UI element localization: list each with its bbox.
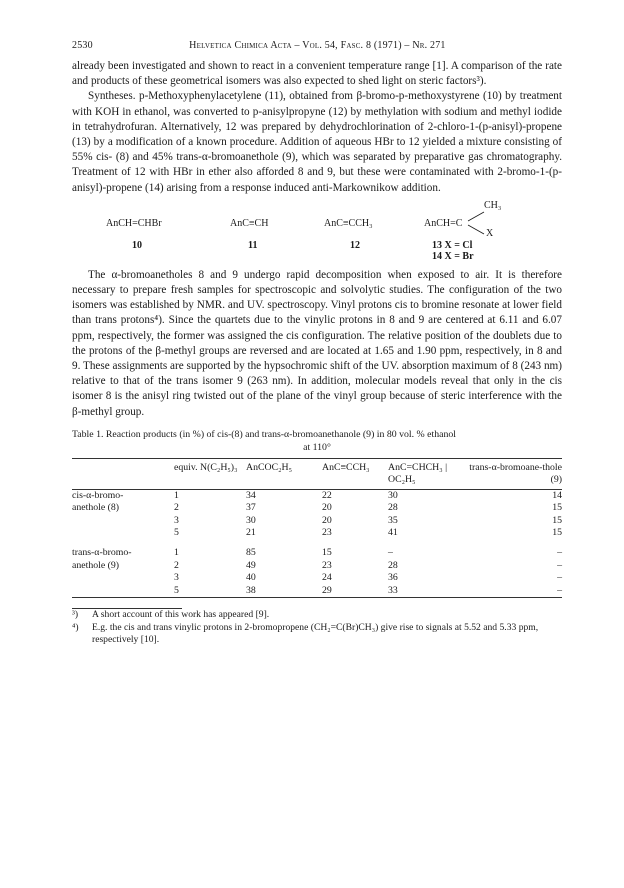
table-cell: 20 — [322, 514, 332, 526]
table-header-equiv: equiv. N(C₂H₅)₃ — [174, 458, 246, 489]
table-cell: 5 — [174, 584, 179, 596]
table-cell: 3 — [174, 514, 179, 526]
formula-11-number: 11 — [248, 239, 258, 251]
table-cell: 35 — [388, 514, 398, 526]
footnote-3-mark: ³) — [72, 609, 79, 621]
table-cell: 22 — [322, 489, 332, 501]
table-cell: 3 — [174, 572, 179, 584]
table-row-label — [72, 515, 174, 527]
footnote-4-text: E.g. the cis and trans vinylic protons in 2-bromopropene (CH₂=C(Br)CH₃) give rise to signals at 5.52 and 5.33 ppm, respectively [10]. — [92, 621, 539, 646]
paragraph-bromoanetholes: The α-bromoanetholes 8 and 9 undergo rapid decomposition when exposed to air. It is therefore necessary to prepare fresh samples for spectroscopic and solvolytic studies. The configuration of the two isomers was established by NMR. and UV. spectroscopy. Vinyl protons cis to bromine resonate at lower field than trans protons⁴). Since the quartets due to the vinylic protons in 8 and 9 are centered at 6.11 and 6.07 ppm, respectively, the former was assigned the cis configuration. The relative position of the doublets due to the protons of the β-methyl groups are reversed and are located at 1.65 and 1.90 ppm, respectively, in 8 and 9. These assignments are supported by the hypsochromic shift of the UV. absorption maximum of 8 (243 nm) relative to that of the trans isomer 9 (263 nm). In addition, molecular models reveal that only in the cis isomer 8 is the anisyl ring twisted out of the plane of the vinyl group because of steric interference with the β-methyl group. — [72, 268, 562, 418]
table-cell: 28 — [388, 559, 398, 571]
table-header-ketone: AnCOC₂H₅ — [246, 458, 322, 489]
table-cell: 29 — [322, 584, 332, 596]
table-group-gap — [72, 539, 562, 547]
table-cell: 37 — [246, 502, 256, 514]
footnote-3-text: A short account of this work has appeared [9]. — [92, 609, 270, 621]
table-body — [72, 489, 562, 597]
table-row — [72, 572, 562, 584]
table-row-label: trans-α-bromo- — [72, 547, 132, 559]
footnote-3 — [72, 609, 562, 622]
table-row-label: anethole (8) — [72, 502, 120, 514]
table-cell: 5 — [174, 527, 179, 539]
table-cell: 85 — [246, 547, 256, 559]
table-row-label: cis-α-bromo- — [72, 489, 124, 501]
table-cell: 34 — [246, 489, 256, 501]
table-cell: 24 — [322, 572, 332, 584]
formula-12-number: 12 — [350, 239, 360, 251]
table-cell: 30 — [388, 489, 398, 501]
table-cell: 33 — [388, 584, 398, 596]
table-row — [72, 585, 562, 598]
formula-13-x: X — [486, 227, 494, 239]
table-cell: 2 — [174, 559, 179, 571]
table-row-label — [72, 572, 174, 584]
footnote-4 — [72, 622, 562, 647]
formula-12: AnC≡CCH₃ — [324, 217, 373, 229]
paragraph-intro: already been investigated and shown to react in a convenient temperature range [1]. A comparison of the rate and products of these geometrical isomers was also expected to shed light on steric factors³). — [72, 60, 562, 88]
table-cell: 20 — [322, 502, 332, 514]
table-row-label — [72, 585, 174, 598]
table-cell: 23 — [322, 527, 332, 539]
table-cell: – — [388, 547, 393, 559]
table-row — [72, 489, 562, 502]
formula-13: AnCH=C — [424, 217, 463, 229]
table-row — [72, 515, 562, 527]
table-cell: 15 — [552, 514, 562, 526]
table-cell: – — [557, 559, 562, 571]
table-cell: 49 — [246, 559, 256, 571]
table-cell: 1 — [174, 547, 179, 559]
table-row-label — [72, 527, 174, 539]
table-header-trans: trans-α-bromoane-thole (9) — [458, 458, 562, 489]
table-cell: 28 — [388, 502, 398, 514]
formula-13-ch3: CH₃ — [484, 199, 502, 211]
table-cell: 15 — [552, 502, 562, 514]
table-header-alkyne: AnC≡CCH₃ — [322, 458, 388, 489]
table-row — [72, 502, 562, 514]
table-header-ether: AnC=CHCH₃ | OC₂H₅ — [388, 458, 458, 489]
table-cell: 21 — [246, 527, 256, 539]
table-cell: 36 — [388, 572, 398, 584]
table-caption-line2: at 110° — [303, 441, 331, 453]
table-caption — [72, 428, 562, 454]
table-cell: 23 — [322, 559, 332, 571]
table-row-label: anethole (9) — [72, 559, 120, 571]
formula-11: AnC≡CH — [230, 217, 269, 229]
formula-14-number: 14 X = Br — [432, 250, 474, 262]
table-row — [72, 560, 562, 572]
table-cell: 38 — [246, 584, 256, 596]
reaction-products-table — [72, 458, 562, 598]
table-row — [72, 547, 562, 559]
formula-10: AnCH=CHBr — [106, 217, 162, 229]
page-number: 2530 — [72, 40, 93, 51]
journal-title: Helvetica Chimica Acta – Vol. 54, Fasc. 8 (1971) – Nr. 271 — [189, 40, 446, 51]
table-cell: 30 — [246, 514, 256, 526]
paragraph-syntheses: Syntheses. p-Methoxyphenylacetylene (11), obtained from β-bromo-p-methoxystyrene (10) by treatment with KOH in ethanol, was converted to p-anisylpropyne (12) by methylation with sodium and methyl iodide in tetrahydrofuran. Alternatively, 12 was prepared by dehydrochlorination of 2-chloro-1-(p-anisyl)-propene (13) by a modification of a known procedure. Addition of aqueous HBr to 12 yielded a mixture consisting of 55% cis- (8) and 45% trans-α-bromoanethole (9), which was separated by preparative gas chromatography. Treatment of 12 with HBr in ether also afforded 8 and 9, but these were contaminated with 2-bromo-1-(p-anisyl)-propene (14) arising from a response induced anti-Markownikow addition. — [72, 90, 562, 194]
table-cell: 14 — [552, 489, 562, 501]
table-cell: – — [557, 572, 562, 584]
journal-page — [72, 40, 562, 647]
table-row — [72, 527, 562, 539]
table-caption-line1: Table 1. Reaction products (in %) of cis-(8) and trans-α-bromoanethanole (9) in 80 vol. % ethanol — [72, 428, 456, 440]
chemical-formulas — [72, 200, 562, 262]
table-cell: – — [557, 547, 562, 559]
formula-10-number: 10 — [132, 239, 142, 251]
page-header — [72, 40, 562, 51]
formula-13-number: 13 X = Cl — [432, 239, 473, 251]
table-cell: – — [557, 584, 562, 596]
table-cell: 41 — [388, 527, 398, 539]
footnote-4-mark: ⁴) — [72, 621, 79, 633]
table-cell: 2 — [174, 502, 179, 514]
table-header-empty — [72, 458, 174, 489]
table-cell: 40 — [246, 572, 256, 584]
table-cell: 15 — [322, 547, 332, 559]
table-cell: 1 — [174, 489, 179, 501]
table-cell: 15 — [552, 527, 562, 539]
